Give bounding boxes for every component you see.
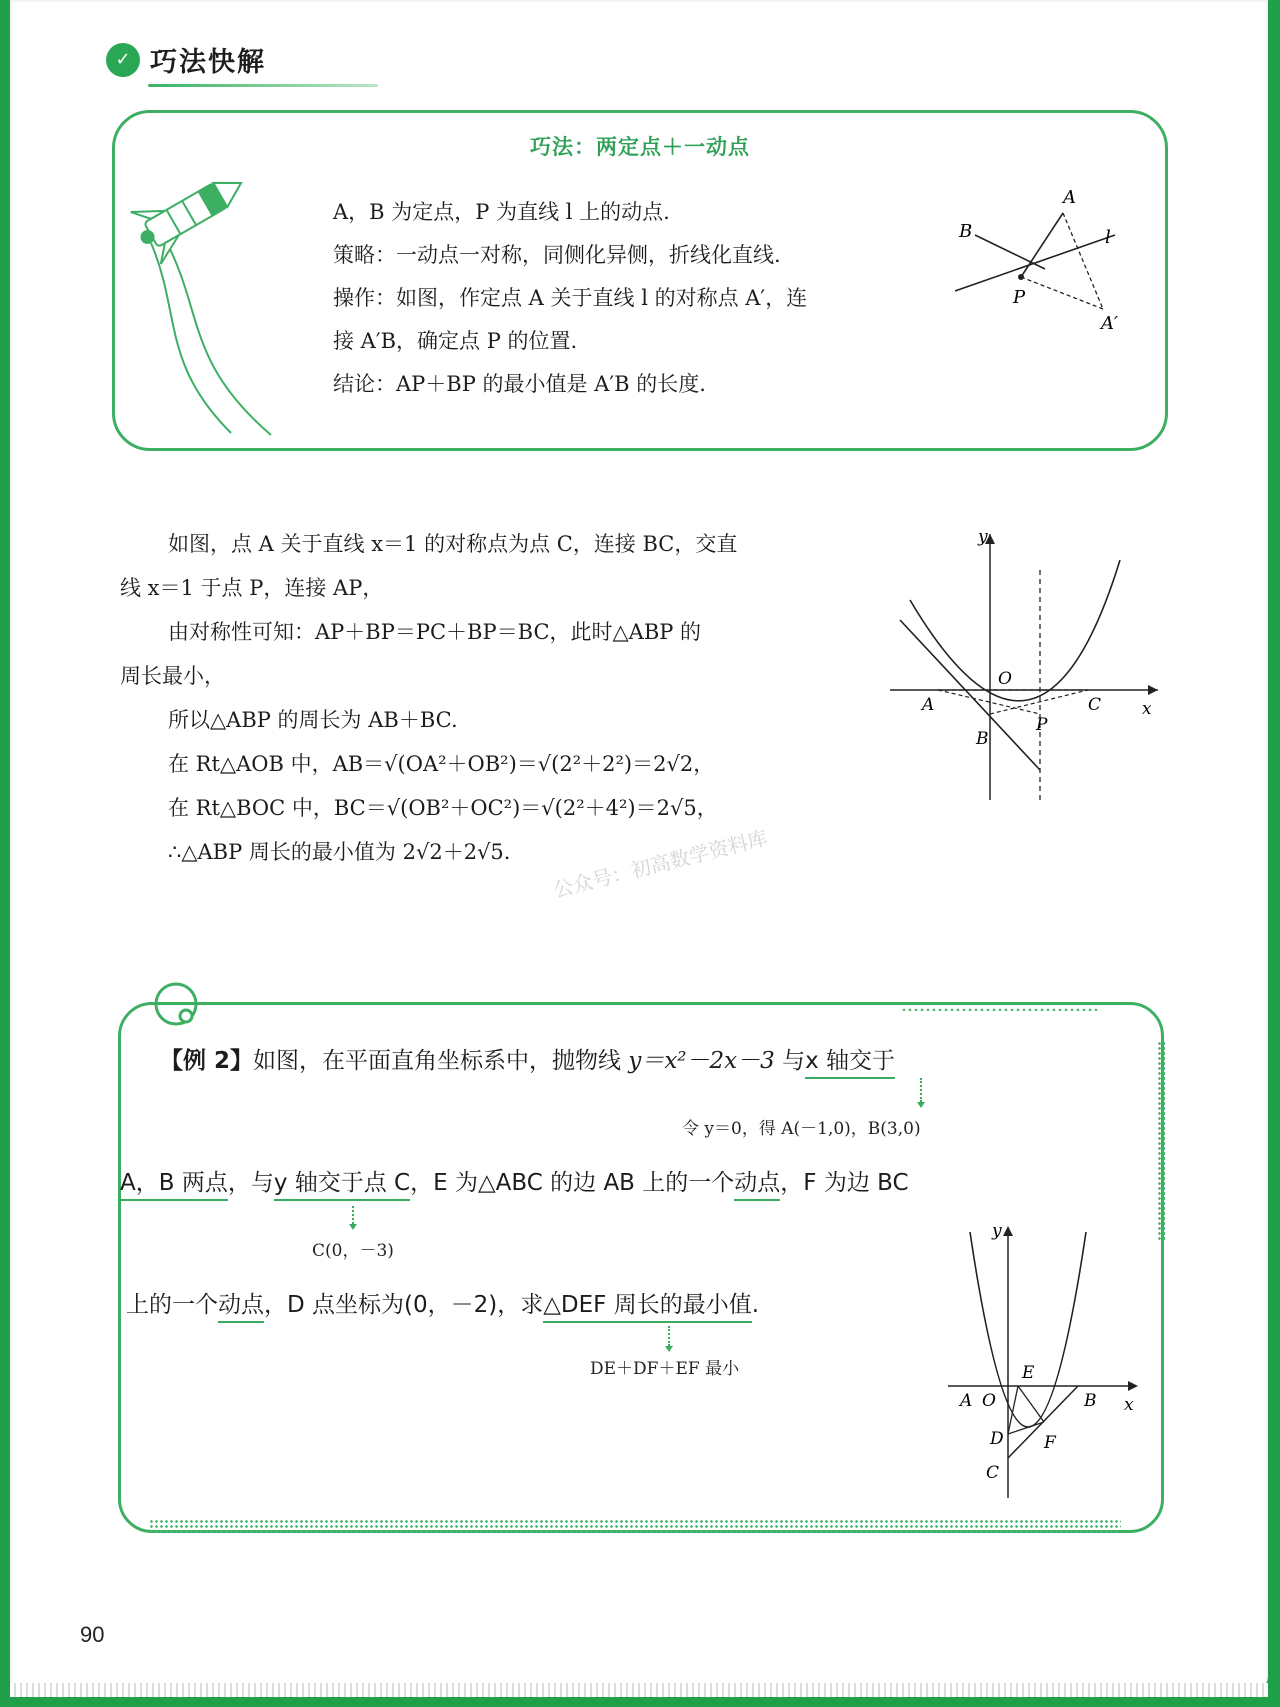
- example-text: ，F 为边 BC: [780, 1170, 909, 1196]
- solution-line: 在 Rt△BOC 中，BC＝√(OB²＋OC²)＝√(2²＋4²)＝2√5，: [168, 796, 718, 820]
- example-text: 如图，在平面直角坐标系中，抛物线: [253, 1048, 629, 1074]
- fig1-o: O: [998, 669, 1012, 689]
- method-line: 策略：一动点一对称，同侧化异侧，折线化直线.: [333, 243, 781, 267]
- fig1-x: x: [1142, 699, 1152, 719]
- example-line-3: [126, 1286, 759, 1319]
- watermark: 公众号：初高数学资料库: [550, 825, 770, 903]
- fig1-b: B: [976, 729, 989, 749]
- parabola-equation: y＝x²－2x－3: [628, 1048, 775, 1074]
- method-line: 结论：AP＋BP 的最小值是 A′B 的长度.: [333, 372, 706, 396]
- rocket-illustration: [121, 143, 321, 443]
- header-underline: [148, 84, 378, 87]
- example-text: ，D 点坐标为(0，－2)，求: [264, 1292, 544, 1318]
- highlighted-phrase: y 轴交于点 C: [274, 1170, 410, 1201]
- fig2-c: C: [986, 1463, 1000, 1483]
- fig2-f: F: [1044, 1433, 1056, 1453]
- highlighted-phrase: x 轴交于: [805, 1048, 895, 1079]
- reflection-figure: [955, 183, 1125, 353]
- method-text: [333, 191, 953, 406]
- note-arrow: [668, 1326, 670, 1346]
- example-text: 与: [774, 1048, 806, 1074]
- fig1-c: C: [1088, 695, 1102, 715]
- section-title: 巧法快解: [150, 47, 266, 78]
- fig2-d: D: [990, 1429, 1004, 1449]
- solution-text: [120, 522, 880, 874]
- parabola-figure-2: [940, 1222, 1150, 1502]
- example-tag: 【例 2】: [160, 1048, 254, 1074]
- annotation-note: C(0，－3): [312, 1241, 394, 1261]
- method-box: [112, 110, 1168, 451]
- example-text: 上的一个: [126, 1292, 218, 1318]
- method-line: 操作：如图，作定点 A 关于直线 l 的对称点 A′，连: [333, 286, 808, 310]
- page-number: 90: [80, 1622, 105, 1647]
- fig2-a: A: [960, 1391, 973, 1411]
- fig2-x: x: [1124, 1395, 1134, 1415]
- highlighted-phrase: △DEF 周长的最小值: [543, 1292, 751, 1323]
- method-title: 巧法：两定点＋一动点: [530, 135, 750, 159]
- solution-line: 在 Rt△AOB 中，AB＝√(OA²＋OB²)＝√(2²＋2²)＝2√2，: [168, 752, 715, 776]
- solution-line: 所以△ABP 的周长为 AB＋BC.: [168, 708, 458, 732]
- fig1-a: A: [922, 695, 935, 715]
- label-p: P: [1013, 287, 1026, 308]
- solution-line: 线 x＝1 于点 P，连接 AP，: [120, 576, 384, 600]
- fig2-y: y: [992, 1222, 1002, 1241]
- label-b: B: [959, 221, 973, 242]
- book-page: [10, 0, 1268, 1697]
- label-a: A: [1063, 187, 1076, 208]
- annotation-note: DE＋DF＋EF 最小: [590, 1359, 740, 1379]
- highlighted-phrase: A，B 两点: [120, 1170, 228, 1201]
- example-text: ，E 为△ABC 的边 AB 上的一个: [410, 1170, 735, 1196]
- dotted-decoration: [1157, 1041, 1165, 1241]
- fig2-b: B: [1084, 1391, 1097, 1411]
- fig2-e: E: [1022, 1363, 1035, 1383]
- solution-line: 由对称性可知：AP＋BP＝PC＋BP＝BC，此时△ABP 的: [168, 620, 702, 644]
- fig1-y: y: [978, 530, 988, 547]
- method-line: A，B 为定点，P 为直线 l 上的动点.: [333, 200, 670, 224]
- dotted-decoration: [149, 1519, 1121, 1533]
- method-line: 接 A′B，确定点 P 的位置.: [333, 329, 578, 353]
- example-line-2: [120, 1164, 909, 1197]
- ring-binder-icon: [148, 976, 208, 1036]
- fig1-p: P: [1036, 715, 1048, 735]
- dotted-decoration: [901, 1007, 1101, 1011]
- fig2-o: O: [982, 1391, 996, 1411]
- example-line-1: [160, 1042, 895, 1075]
- solution-line: ∴△ABP 周长的最小值为 2√2＋2√5.: [168, 840, 511, 864]
- page-edge: [10, 1683, 1268, 1697]
- pencil-badge-icon: ✓: [106, 43, 140, 77]
- example-text: ，与: [227, 1170, 274, 1196]
- solution-line: 如图，点 A 关于直线 x＝1 的对称点为点 C，连接 BC，交直: [168, 532, 738, 556]
- highlighted-phrase: 动点: [734, 1170, 780, 1201]
- parabola-figure-1: [880, 530, 1160, 800]
- note-arrow: [352, 1206, 354, 1224]
- label-a-prime: A′: [1101, 313, 1119, 334]
- note-arrow: [920, 1078, 922, 1102]
- highlighted-phrase: 动点: [218, 1292, 264, 1323]
- solution-line: 周长最小，: [120, 664, 225, 688]
- example-text: .: [751, 1292, 760, 1318]
- annotation-note: 令 y＝0，得 A(－1,0)，B(3,0): [682, 1119, 921, 1139]
- section-header: [106, 40, 266, 79]
- label-l: l: [1105, 227, 1111, 248]
